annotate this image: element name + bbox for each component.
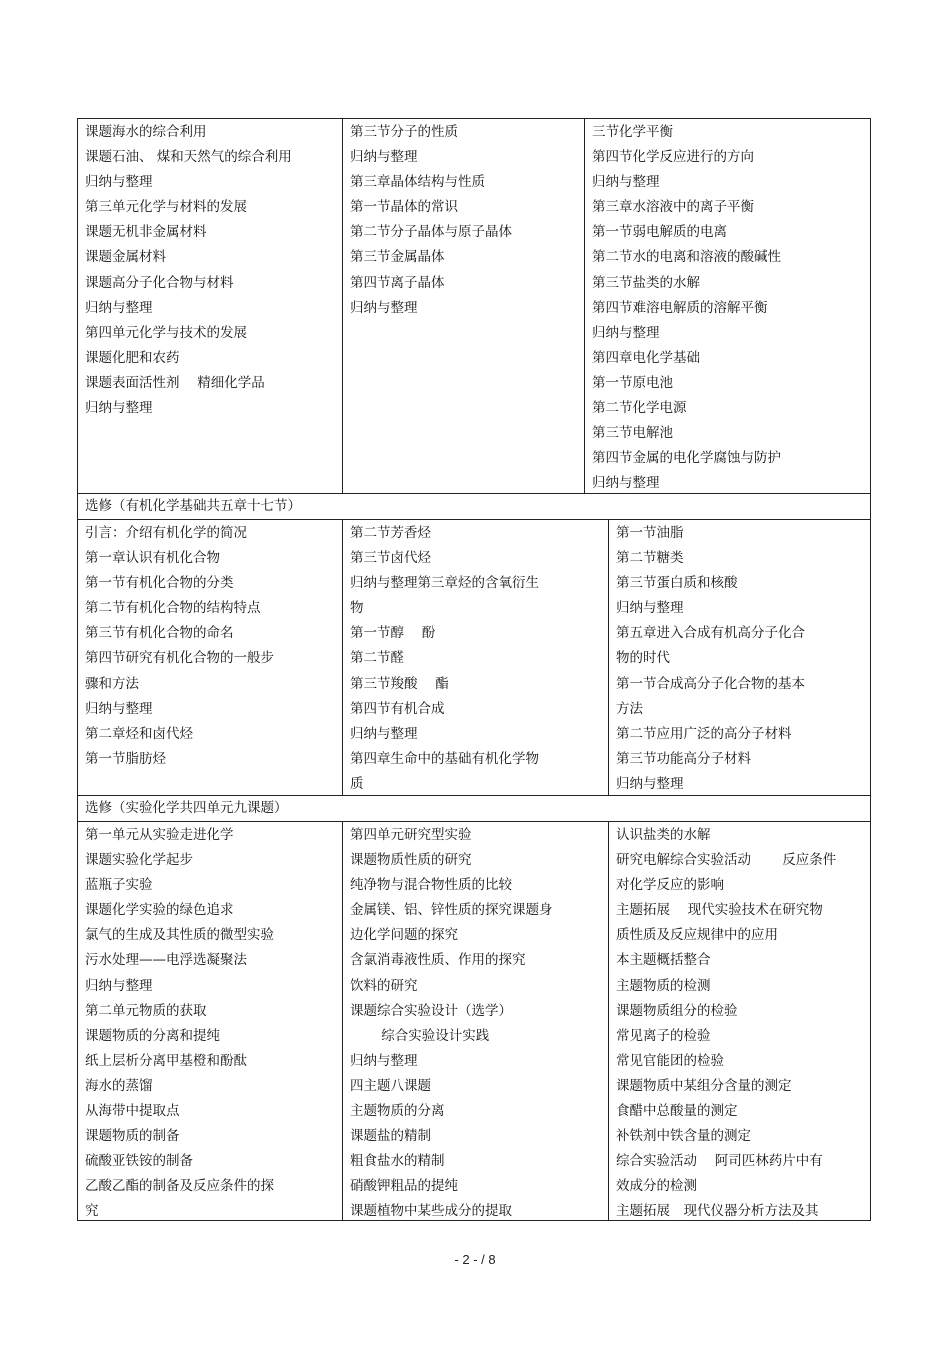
list-item: 认识盐类的水解 xyxy=(616,827,711,843)
list-item: 第四节难溶电解质的溶解平衡 xyxy=(592,299,768,316)
list-item: 第二节芳香烃 xyxy=(350,525,431,541)
list-item: 第三节卤代烃 xyxy=(350,550,431,567)
list-item: 物的时代 xyxy=(616,650,670,667)
list-item: 课题化肥和农药 xyxy=(85,349,180,366)
list-item: 归纳与整理 xyxy=(592,324,660,341)
list-item: 第二节化学电源 xyxy=(592,400,687,417)
list-item: 第二单元物质的获取 xyxy=(85,1002,207,1019)
column-3 xyxy=(584,119,870,493)
table-row-section2 xyxy=(78,520,870,796)
column-2 xyxy=(342,822,608,1220)
list-item: 归纳与整理第三章烃的含氧衍生 xyxy=(350,575,539,592)
list-item: 常见离子的检验 xyxy=(616,1027,711,1044)
list-item: 归纳与整理 xyxy=(616,600,684,617)
list-item: 食醋中总酸量的测定 xyxy=(616,1103,738,1120)
list-item: 综合实验活动 阿司匹林药片中有 xyxy=(616,1153,823,1170)
list-item: 综合实验设计实践 xyxy=(350,1027,490,1044)
list-item: 主题物质的分离 xyxy=(350,1103,445,1120)
list-item: 第三章水溶液中的离子平衡 xyxy=(592,199,754,216)
list-item: 第三节有机化合物的命名 xyxy=(85,625,234,642)
list-item: 第二节醛 xyxy=(350,650,404,667)
column-1 xyxy=(78,520,342,795)
list-item: 第四节离子晶体 xyxy=(350,274,445,291)
list-item: 硝酸钾粗品的提纯 xyxy=(350,1178,458,1195)
list-item: 第一节原电池 xyxy=(592,374,673,391)
list-item: 第二节应用广泛的高分子材料 xyxy=(616,725,792,742)
column-1 xyxy=(78,822,342,1220)
list-item: 归纳与整理 xyxy=(350,149,418,166)
list-item: 氯气的生成及其性质的微型实验 xyxy=(85,927,274,944)
list-item: 归纳与整理 xyxy=(350,299,418,316)
list-item: 课题高分子化合物与材料 xyxy=(85,274,234,291)
list-item: 骤和方法 xyxy=(85,675,139,692)
column-3 xyxy=(608,520,870,795)
list-item: 第三章晶体结构与性质 xyxy=(350,174,485,191)
list-item: 第四节研究有机化合物的一般步 xyxy=(85,650,274,667)
list-item: 第三节蛋白质和核酸 xyxy=(616,575,738,592)
list-item: 课题植物中某些成分的提取 xyxy=(350,1203,512,1220)
list-item: 课题化学实验的绿色追求 xyxy=(85,902,234,919)
list-item: 究 xyxy=(85,1203,99,1220)
list-item: 四主题八课题 xyxy=(350,1077,431,1094)
list-item: 第四章生命中的基础有机化学物 xyxy=(350,750,539,767)
list-item: 第一章认识有机化合物 xyxy=(85,550,220,567)
list-item: 对化学反应的影响 xyxy=(616,877,724,894)
list-item: 补铁剂中铁含量的测定 xyxy=(616,1128,751,1145)
list-item: 归纳与整理 xyxy=(85,299,153,316)
list-item: 课题物质组分的检验 xyxy=(616,1002,738,1019)
list-item: 第一节醇 酚 xyxy=(350,625,436,642)
list-item: 第四节金属的电化学腐蚀与防护 xyxy=(592,450,781,467)
list-item: 第三节电解池 xyxy=(592,425,673,442)
list-item: 方法 xyxy=(616,700,643,717)
list-item: 归纳与整理 xyxy=(85,174,153,191)
list-item: 污水处理——电浮选凝聚法 xyxy=(85,952,247,969)
page-number: - 2 - / 8 xyxy=(454,1252,496,1267)
section-header-organic: 选修（有机化学基础共五章十七节） xyxy=(78,494,870,520)
list-item: 课题盐的精制 xyxy=(350,1128,431,1145)
list-item: 归纳与整理 xyxy=(85,977,153,994)
list-item: 质 xyxy=(350,775,364,792)
list-item: 主题拓展 现代实验技术在研究物 xyxy=(616,902,823,919)
list-item: 常见官能团的检验 xyxy=(616,1052,724,1069)
list-item: 从海带中提取点 xyxy=(85,1103,180,1120)
list-item: 归纳与整理 xyxy=(592,174,660,191)
list-item: 第四单元化学与技术的发展 xyxy=(85,324,247,341)
list-item: 物 xyxy=(350,600,364,617)
list-item: 主题拓展 现代仪器分析方法及其 xyxy=(616,1203,819,1220)
list-item: 研究电解综合实验活动 反应条件 xyxy=(616,852,837,869)
list-item: 第一节有机化合物的分类 xyxy=(85,575,234,592)
list-item: 硫酸亚铁铵的制备 xyxy=(85,1153,193,1170)
list-item: 第一节油脂 xyxy=(616,525,684,541)
list-item: 第四节有机合成 xyxy=(350,700,445,717)
list-item: 粗食盐水的精制 xyxy=(350,1153,445,1170)
list-item: 课题无机非金属材料 xyxy=(85,224,207,241)
column-3 xyxy=(608,822,870,1220)
list-item: 第三单元化学与材料的发展 xyxy=(85,199,247,216)
list-item: 第三节盐类的水解 xyxy=(592,274,700,291)
list-item: 第二节分子晶体与原子晶体 xyxy=(350,224,512,241)
column-2 xyxy=(342,520,608,795)
list-item: 课题实验化学起步 xyxy=(85,852,193,869)
list-item: 第三节金属晶体 xyxy=(350,249,445,266)
list-item: 第一节晶体的常识 xyxy=(350,199,458,216)
list-item: 课题物质的制备 xyxy=(85,1128,180,1145)
list-item: 纸上层析分离甲基橙和酚酞 xyxy=(85,1052,247,1069)
list-item: 归纳与整理 xyxy=(85,700,153,717)
list-item: 第二节糖类 xyxy=(616,550,684,567)
list-item: 第一节脂肪烃 xyxy=(85,750,166,767)
list-item: 第三节分子的性质 xyxy=(350,124,458,140)
list-item: 蓝瓶子实验 xyxy=(85,877,153,894)
list-item: 课题综合实验设计（选学） xyxy=(350,1002,512,1019)
list-item: 课题物质中某组分含量的测定 xyxy=(616,1077,792,1094)
list-item: 归纳与整理 xyxy=(85,400,153,417)
list-item: 第二节有机化合物的结构特点 xyxy=(85,600,261,617)
list-item: 第二节水的电离和溶液的酸碱性 xyxy=(592,249,781,266)
syllabus-table xyxy=(77,118,871,1221)
list-item: 第四节化学反应进行的方向 xyxy=(592,149,754,166)
list-item: 课题表面活性剂 精细化学品 xyxy=(85,374,265,391)
list-item: 主题物质的检测 xyxy=(616,977,711,994)
list-item: 归纳与整理 xyxy=(592,475,660,492)
list-item: 海水的蒸馏 xyxy=(85,1077,153,1094)
list-item: 含氯消毒液性质、作用的探究 xyxy=(350,952,526,969)
list-item: 乙酸乙酯的制备及反应条件的探 xyxy=(85,1178,274,1195)
table-row-section1 xyxy=(78,119,870,494)
list-item: 课题石油、 煤和天然气的综合利用 xyxy=(85,149,292,166)
list-item: 效成分的检测 xyxy=(616,1178,697,1195)
list-item: 金属镁、铝、锌性质的探究课题身 xyxy=(350,902,553,919)
table-row-section3 xyxy=(78,822,870,1221)
list-item: 课题物质性质的研究 xyxy=(350,852,472,869)
list-item: 第一节合成高分子化合物的基本 xyxy=(616,675,805,692)
list-item: 第二章烃和卤代烃 xyxy=(85,725,193,742)
list-item: 饮料的研究 xyxy=(350,977,418,994)
column-2 xyxy=(342,119,584,493)
list-item: 第一节弱电解质的电离 xyxy=(592,224,727,241)
list-item: 课题海水的综合利用 xyxy=(85,124,207,140)
list-item: 课题物质的分离和提纯 xyxy=(85,1027,220,1044)
list-item: 引言：介绍有机化学的简况 xyxy=(85,525,247,541)
section-header-experimental: 选修（实验化学共四单元九课题） xyxy=(78,796,870,822)
list-item: 第五章进入合成有机高分子化合 xyxy=(616,625,805,642)
list-item: 归纳与整理 xyxy=(350,725,418,742)
list-item: 第三节功能高分子材料 xyxy=(616,750,751,767)
list-item: 归纳与整理 xyxy=(350,1052,418,1069)
list-item: 第三节羧酸 酯 xyxy=(350,675,449,692)
list-item: 质性质及反应规律中的应用 xyxy=(616,927,778,944)
list-item: 边化学问题的探究 xyxy=(350,927,458,944)
list-item: 纯净物与混合物性质的比较 xyxy=(350,877,512,894)
list-item: 本主题概括整合 xyxy=(616,952,711,969)
list-item: 课题金属材料 xyxy=(85,249,166,266)
list-item: 第四单元研究型实验 xyxy=(350,827,472,843)
list-item: 三节化学平衡 xyxy=(592,124,673,140)
list-item: 第一单元从实验走进化学 xyxy=(85,827,234,843)
column-1 xyxy=(78,119,342,493)
list-item: 第四章电化学基础 xyxy=(592,349,700,366)
list-item: 归纳与整理 xyxy=(616,775,684,792)
